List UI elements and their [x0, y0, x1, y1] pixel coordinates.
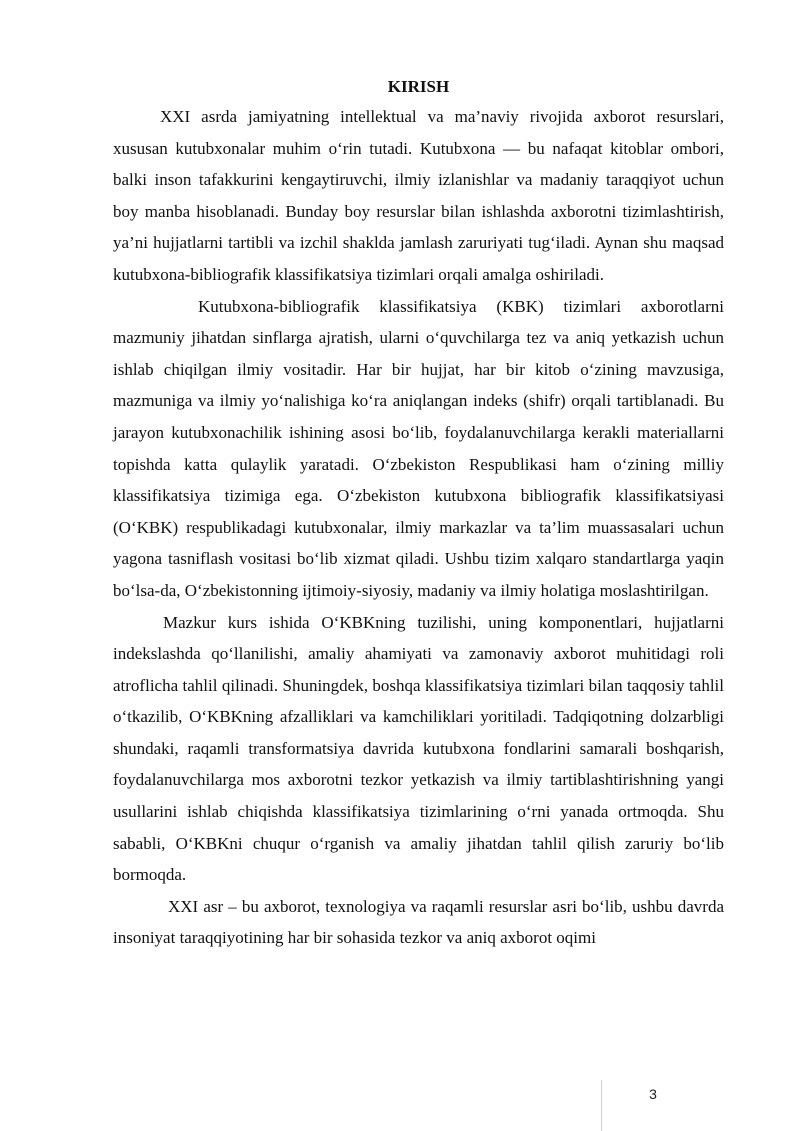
- page-number: 3: [649, 1086, 657, 1102]
- intro-paragraph-3: Mazkur kurs ishida O‘KBKning tuzilishi, uning komponentlari, hujjatlarni indekslashda qo‘llanilishi, amaliy ahamiyati va zamonaviy axborot muhitidagi roli atroflicha tahlil qilinadi. Shuningdek, boshqa klassifikatsiya tizimlari bilan taqqosiy tahlil o‘tkazilib, O‘KBKning afzalliklari va kamchiliklari yoritiladi. Tadqiqotning dolzarbligi shundaki, raqamli transformatsiya davrida kutubxona fondlarini samarali boshqarish, foydalanuvchilarga mos axborotni tezkor yetkazish va ilmiy tartiblashtirishning yangi usullarini ishlab chiqishda klassifikatsiya tizimlarining o‘rni yanada ortmoqda. Shu sababli, O‘KBKni chuqur o‘rganish va amaliy jihatdan tahlil qilish zaruriy bo‘lib bormoqda.: [113, 612, 724, 885]
- intro-paragraph-4: XXI asr – bu axborot, texnologiya va raqamli resurslar asri bo‘lib, ushbu davrda insoniyat taraqqiyotining har bir sohasida tezkor va aniq axborot oqimi: [113, 896, 724, 948]
- page-title: KIRISH: [387, 77, 450, 96]
- page-body: [113, 73, 724, 954]
- footer-divider: [601, 1080, 602, 1131]
- intro-paragraph-1: XXI asrda jamiyatning intellektual va ma’naviy rivojida axborot resurslari, xususan kutubxonalar muhim o‘rin tutadi. Kutubxona — bu nafaqat kitoblar ombori, balki inson tafakkurini kengaytiruvchi, ilmiy izlanishlar va madaniy taraqqiyot uchun boy manba hisoblanadi. Bunday boy resurslar bilan ishlashda axborotni tizimlashtirish, ya’ni hujjatlarni tartibli va izchil shaklda jamlash zaruriyati tug‘iladi. Aynan shu maqsad kutubxona-bibliografik klassifikatsiya tizimlari orqali amalga oshiriladi.: [113, 107, 724, 284]
- intro-paragraph-2: Kutubxona-bibliografik klassifikatsiya (KBK) tizimlari axborotlarni mazmuniy jihatdan sinflarga ajratish, ularni o‘quvchilarga tez va aniq yetkazish uchun ishlab chiqilgan ilmiy vositadir. Har bir hujjat, har bir kitob o‘zining mavzusiga, mazmuniga va ilmiy yo‘nalishiga ko‘ra aniqlangan indeks (shifr) orqali tartiblanadi. Bu jarayon kutubxonachilik ishining asosi bo‘lib, foydalanuvchilarga kerakli materiallarni topishda katta qulaylik yaratadi. O‘zbekiston Respublikasi ham o‘zining milliy klassifikatsiya tizimiga ega. O‘zbekiston kutubxona bibliografik klassifikatsiyasi (O‘KBK) respublikadagi kutubxonalar, ilmiy markazlar va ta’lim muassasalari uchun yagona tasniflash vositasi bo‘lib xizmat qiladi. Ushbu tizim xalqaro standartlarga yaqin bo‘lsa-da, O‘zbekistonning ijtimoiy-siyosiy, madaniy va ilmiy holatiga moslashtirilgan.: [113, 296, 724, 600]
